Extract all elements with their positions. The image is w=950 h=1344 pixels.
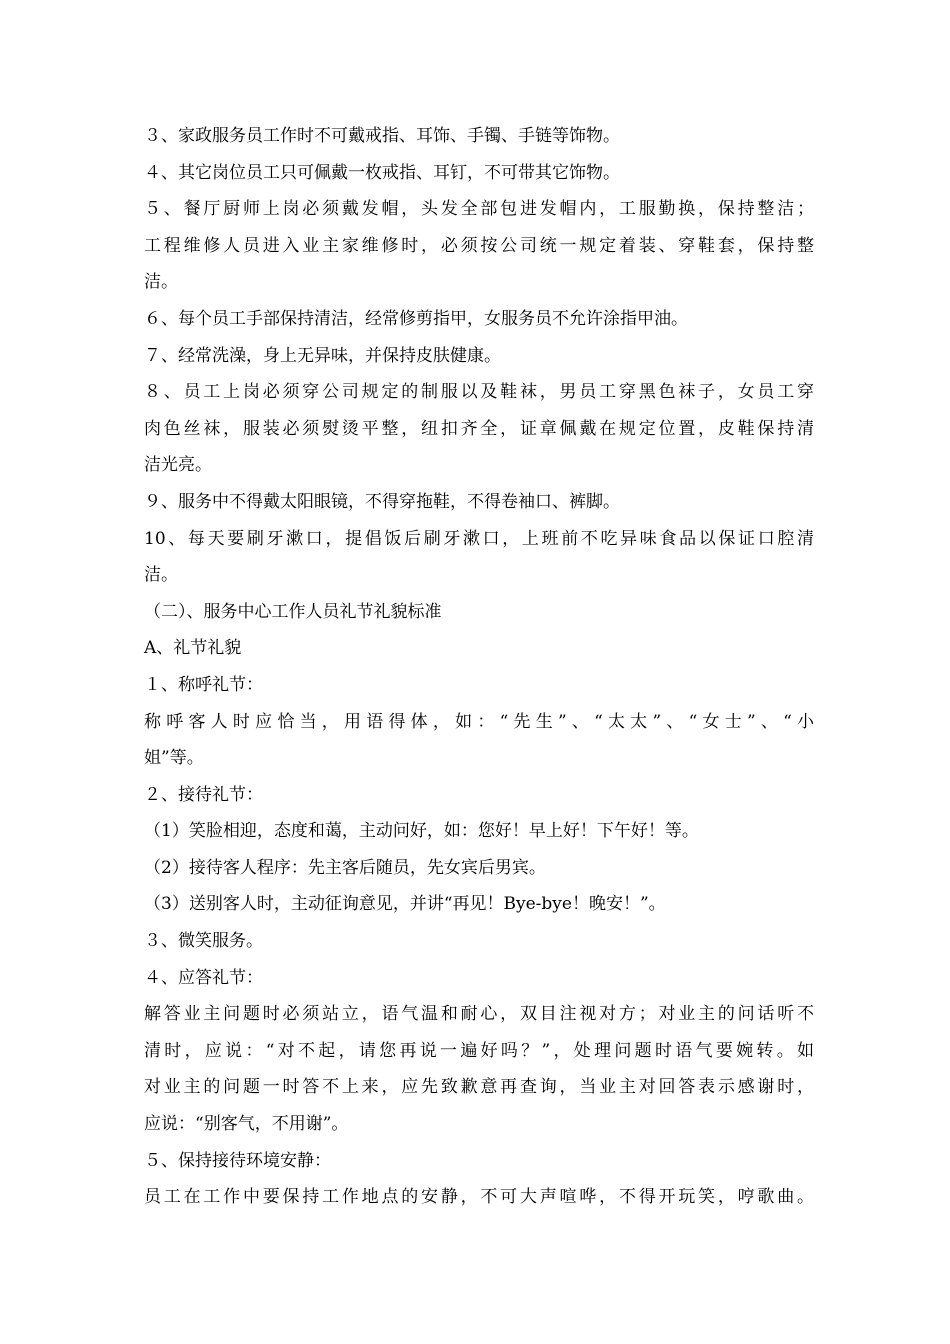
- text-line: （3）送别客人时，主动征询意见，并讲“再见！Bye-bye！晚安！”。: [144, 894, 666, 915]
- document-body: [144, 118, 814, 1216]
- text-line: A、礼节礼貌: [144, 638, 242, 659]
- text-line: ９、服务中不得戴太阳眼镜，不得穿拖鞋，不得卷袖口、裤脚。: [144, 491, 620, 512]
- text-line: 对业主的问题一时答不上来，应先致歉意再查询，当业主对回答表示感谢时，: [144, 1077, 814, 1098]
- text-line: 清时，应说：“对不起，请您再说一遍好吗？”，处理问题时语气要婉转。如: [144, 1040, 814, 1061]
- text-line: ３、家政服务员工作时不可戴戒指、耳饰、手镯、手链等饰物。: [144, 126, 620, 146]
- text-line: 10、每天要刷牙漱口，提倡饭后刷牙漱口，上班前不吃异味食品以保证口腔清: [144, 528, 814, 549]
- text-line: ４、其它岗位员工只可佩戴一枚戒指、耳钉，不可带其它饰物。: [144, 162, 620, 183]
- text-line: 姐”等。: [144, 748, 204, 769]
- text-line: ５、餐厅厨师上岗必须戴发帽，头发全部包进发帽内，工服勤换，保持整洁；: [144, 199, 814, 220]
- text-line: ２、接待礼节：: [144, 784, 263, 805]
- text-line: ６、每个员工手部保持清洁，经常修剪指甲，女服务员不允许涂指甲油。: [144, 308, 688, 329]
- text-line: （2）接待客人程序：先主客后随员，先女宾后男宾。: [144, 857, 546, 878]
- text-line: 工程维修人员进入业主家维修时，必须按公司统一规定着装、穿鞋套，保持整: [144, 235, 814, 256]
- text-line: ８、员工上岗必须穿公司规定的制服以及鞋袜，男员工穿黑色袜子，女员工穿: [144, 382, 814, 403]
- text-line: （1）笑脸相迎，态度和蔼，主动问好，如：您好！早上好！下午好！等。: [144, 821, 699, 842]
- text-line: （二）、服务中心工作人员礼节礼貌标准: [144, 601, 442, 622]
- text-line: ４、应答礼节：: [144, 967, 263, 988]
- text-line: 称呼客人时应恰当，用语得体，如：“先生”、“太太”、“女士”、“小: [144, 711, 814, 732]
- text-line: ５、保持接待环境安静：: [144, 1150, 331, 1171]
- text-line: 洁。: [144, 272, 178, 293]
- text-line: １、称呼礼节：: [144, 674, 263, 695]
- text-line: 洁光亮。: [144, 455, 212, 476]
- text-line: 肉色丝袜，服装必须熨烫平整，纽扣齐全，证章佩戴在规定位置，皮鞋保持清: [144, 418, 814, 439]
- text-line: ７、经常洗澡，身上无异味，并保持皮肤健康。: [144, 345, 501, 366]
- text-line: 应说：“别客气，不用谢”。: [144, 1114, 349, 1135]
- text-line: ３、微笑服务。: [144, 931, 263, 952]
- text-line: 员工在工作中要保持工作地点的安静，不可大声喧哗，不得开玩笑，哼歌曲。: [144, 1187, 814, 1208]
- text-line: 洁。: [144, 565, 178, 586]
- text-line: 解答业主问题时必须站立，语气温和耐心，双目注视对方；对业主的问话听不: [144, 1004, 814, 1025]
